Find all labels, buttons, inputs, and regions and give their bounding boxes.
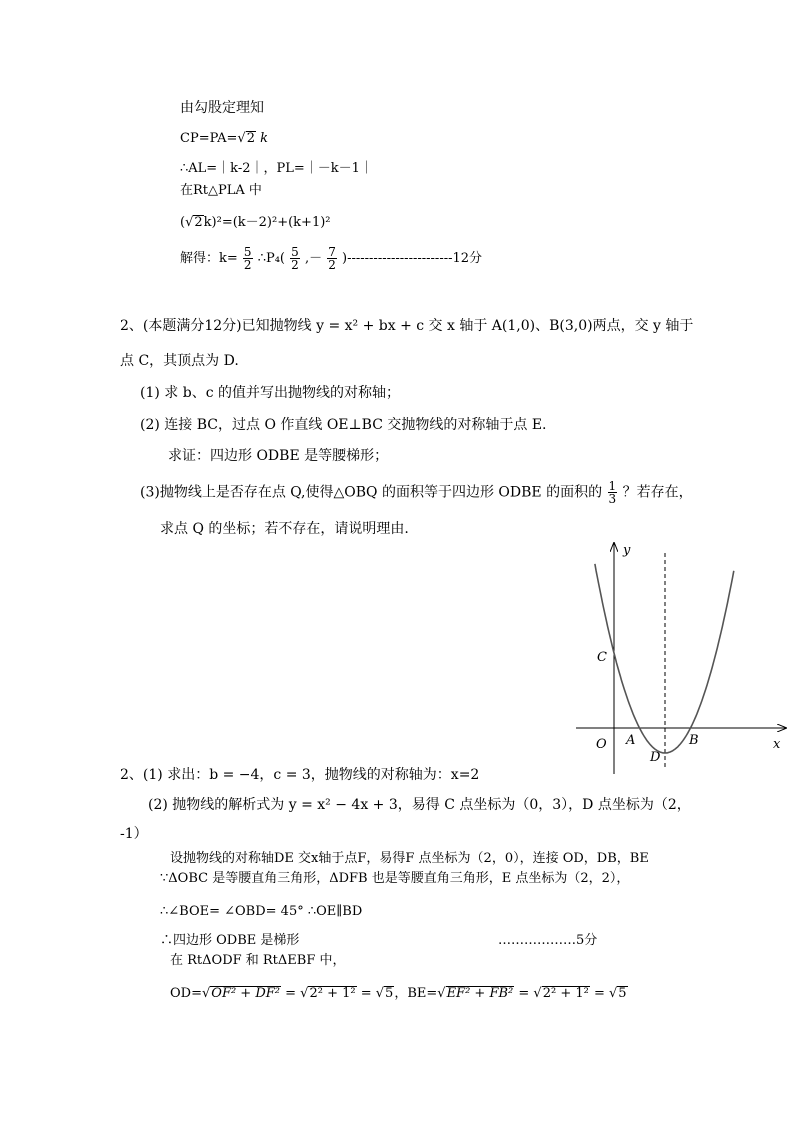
score-5: ………………5分 — [498, 933, 598, 948]
answer-line-6: ∴四边形 ODBE 是梯形 — [160, 933, 300, 948]
od-radicand: OF² + DF² — [211, 986, 280, 1001]
parabola-curve — [595, 564, 734, 753]
sol1-line-4: 在Rt△PLA 中 — [180, 183, 262, 198]
sol1-line-1: 由勾股定理知 — [180, 100, 264, 116]
od-result: 5 — [385, 986, 394, 1001]
fraction-7-2: $\frac{7}{2}$ — [328, 245, 336, 272]
equals-4: = — [589, 986, 609, 1001]
problem-part-2-proof: 求证：四边形 ODBE 是等腰梯形； — [168, 448, 389, 464]
origin-label: O — [596, 737, 607, 752]
answer-line-4: ∵ΔOBC 是等腰直角三角形，ΔDFB 也是等腰直角三角形，E 点坐标为（2，2）， — [160, 871, 630, 886]
be-label: ，BE= — [394, 986, 438, 1001]
answer-line-2: (2) 抛物线的解析式为 y = x² − 4x + 3，易得 C 点坐标为（0，3），D 点坐标为（2， — [148, 797, 691, 813]
sol1-l6-pre: 解得：k= — [180, 251, 238, 266]
sol1-l5-rest: k)²=(k－2)²+(k+1)² — [203, 215, 331, 230]
problem-part-2: (2) 连接 BC，过点 O 作直线 OE⊥BC 交抛物线的对称轴于点 E. — [140, 417, 547, 433]
y-axis-label: y — [623, 543, 631, 558]
fraction-5-2-b: $\frac{5}{2}$ — [291, 245, 299, 272]
sol1-l6-comma: ,－ — [304, 251, 323, 266]
be-result: 5 — [618, 986, 627, 1001]
sol1-l2-k: k — [260, 131, 269, 146]
equals-1: = — [280, 986, 301, 1001]
equals-2: = — [356, 986, 376, 1001]
problem-part-3-line-2: 求点 Q 的坐标；若不存在，请说明理由. — [160, 521, 409, 537]
fraction-1-3: $\frac{1}{3}$ — [608, 479, 617, 506]
problem-part-1: (1) 求 b、c 的值并写出抛物线的对称轴； — [140, 385, 400, 401]
point-a-label: A — [626, 733, 636, 748]
sol1-l5-pre: ( — [180, 215, 186, 230]
sol1-line-2: CP=PA=√2 k — [180, 131, 269, 146]
sol1-line-3: ∴AL=｜k-2｜，PL=｜－k－1｜ — [180, 161, 373, 176]
answer-line-1: 2、(1) 求出：b = −4，c = 3，抛物线的对称轴为：x=2 — [120, 767, 480, 783]
answer-line-5: ∴∠BOE= ∠OBD= 45° ∴OE∥BD — [160, 904, 363, 919]
sol1-line-5: (√2k)²=(k－2)²+(k+1)² — [180, 215, 331, 230]
answer-line-8: OD=√OF² + DF² = √2² + 1² = √5，BE=√EF² + FB² = √2² + 1² = √5 — [170, 986, 627, 1001]
point-c-label: C — [597, 650, 607, 665]
od-radicand-2: 2² + 1² — [309, 986, 356, 1001]
sol1-l5-sqrt: 2 — [194, 215, 203, 230]
equals-3: = — [514, 986, 534, 1001]
problem-stem-line-2: 点 C，其顶点为 D. — [120, 353, 239, 369]
be-radicand-2: 2² + 1² — [542, 986, 589, 1001]
answer-line-3: 设抛物线的对称轴DE 交x轴于点F，易得F 点坐标为（2，0），连接 OD，DB，BE — [170, 851, 649, 866]
be-radicand: EF² + FB² — [446, 986, 514, 1001]
point-d-label: D — [650, 750, 661, 765]
od-label: OD= — [170, 986, 202, 1001]
answer-line-2b: -1） — [120, 826, 148, 842]
sol1-l2-pre: CP=PA= — [180, 131, 238, 146]
problem-p3-post: ？若存在， — [622, 484, 693, 501]
point-b-label: B — [689, 733, 699, 748]
fraction-5-2: $\frac{5}{2}$ — [243, 245, 252, 272]
sol1-l6-tail: )------------------------12分 — [342, 251, 483, 266]
problem-stem-line-1: 2、(本题满分12分)已知抛物线 y = x² + bx + c 交 x 轴于 A(1,0)、B(3,0)两点，交 y 轴于 — [120, 318, 694, 334]
sol1-l2-sqrt: 2 — [246, 131, 255, 146]
x-axis-label: x — [773, 737, 781, 752]
answer-line-7: 在 RtΔODF 和 RtΔEBF 中， — [170, 953, 346, 968]
problem-p3-pre: (3)抛物线上是否存在点 Q,使得△OBQ 的面积等于四边形 ODBE 的面积的 — [140, 484, 603, 501]
sol1-l6-mid: ∴P₄( — [257, 251, 286, 266]
